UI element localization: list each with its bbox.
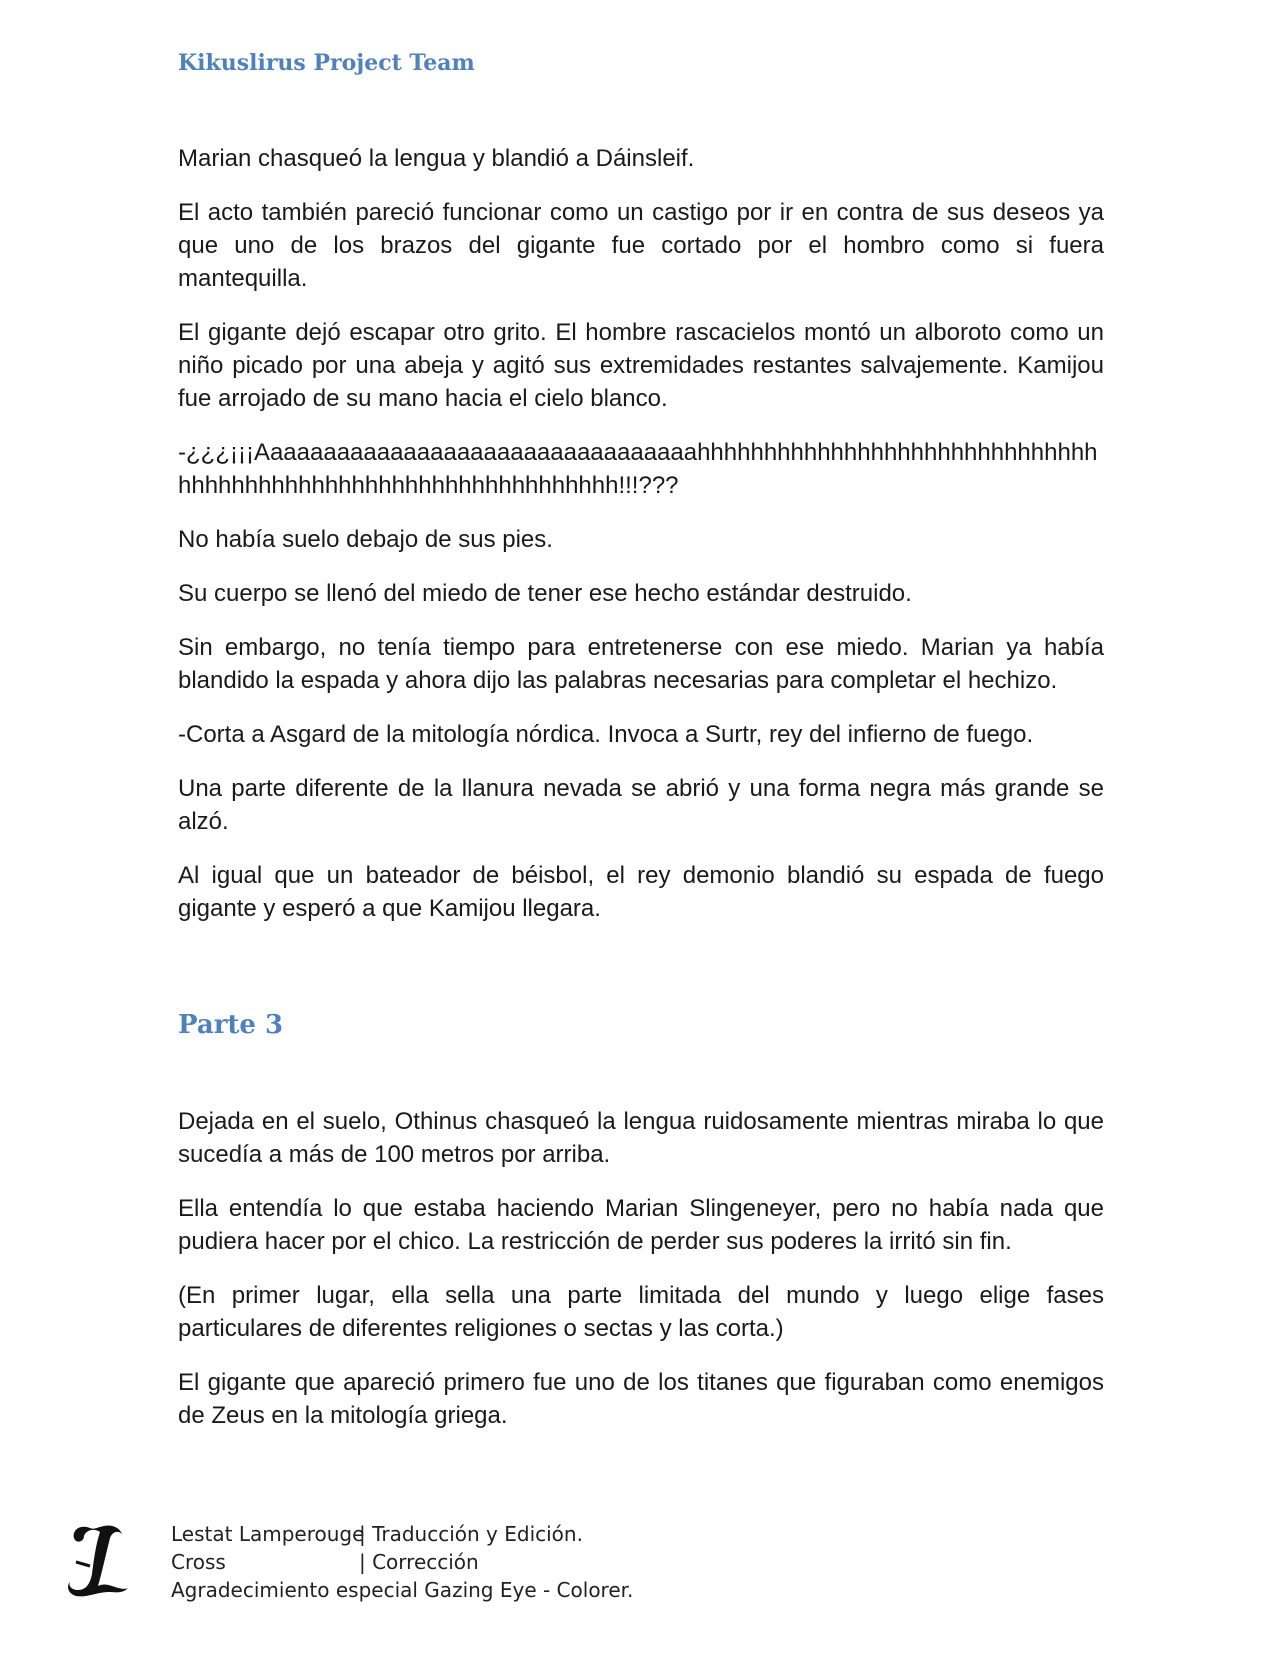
- section-1-body: [178, 142, 1104, 946]
- gothic-l-logo-icon: [64, 1522, 134, 1600]
- paragraph: Sin embargo, no tenía tiempo para entretenerse con ese miedo. Marian ya había blandido la espada y ahora dijo las palabras necesarias para completar el hechizo.: [178, 634, 1104, 694]
- paragraph: El gigante dejó escapar otro grito. El hombre rascacielos montó un alboroto como un niño picado por una abeja y agitó sus extremidades restantes salvajemente. Kamijou fue arrojado de su mano hacia el cielo blanco.: [178, 319, 1104, 412]
- paragraph: (En primer lugar, ella sella una parte limitada del mundo y luego elige fases particulares de diferentes religiones o sectas y las corta.): [178, 1282, 1104, 1342]
- paragraph: -Corta a Asgard de la mitología nórdica. Invoca a Surtr, rey del infierno de fuego.: [178, 721, 1034, 748]
- paragraph: Al igual que un bateador de béisbol, el rey demonio blandió su espada de fuego gigante y esperó a que Kamijou llegara.: [178, 862, 1104, 922]
- paragraph: Marian chasqueó la lengua y blandió a Dáinsleif.: [178, 145, 695, 172]
- paragraph-scream: -¿¿¿¡¡¡Aaaaaaaaaaaaaaaaaaaaaaaaaaaaaaaaahhhhhhhhhhhhhhhhhhhhhhhhhhhhhhhhhhhhhhhhhhhhhhhhhhhhhhhhhhhhhhh!!!???: [178, 439, 1098, 499]
- credit-role: | Corrección: [359, 1550, 479, 1574]
- running-header: Kikuslirus Project Team: [178, 50, 475, 76]
- paragraph: Ella entendía lo que estaba haciendo Marian Slingeneyer, pero no había nada que pudiera hacer por el chico. La restricción de perder sus poderes la irritó sin fin.: [178, 1195, 1104, 1255]
- section-2-body: [178, 1105, 1104, 1453]
- paragraph: El acto también pareció funcionar como un castigo por ir en contra de sus deseos ya que uno de los brazos del gigante fue cortado por el hombro como si fuera mantequilla.: [178, 199, 1104, 292]
- paragraph: Dejada en el suelo, Othinus chasqueó la lengua ruidosamente mientras miraba lo que sucedía a más de 100 metros por arriba.: [178, 1108, 1104, 1168]
- credit-name: Cross: [171, 1550, 226, 1574]
- credit-row: [171, 1548, 633, 1576]
- paragraph: No había suelo debajo de sus pies.: [178, 526, 553, 553]
- footer-credits: [171, 1520, 633, 1604]
- paragraph: Su cuerpo se llenó del miedo de tener ese hecho estándar destruido.: [178, 580, 912, 607]
- section-heading: Parte 3: [178, 1010, 284, 1040]
- credit-name: Lestat Lamperouge: [171, 1522, 365, 1546]
- credit-role: | Traducción y Edición.: [359, 1522, 583, 1546]
- special-thanks: Agradecimiento especial Gazing Eye - Colorer.: [171, 1578, 634, 1602]
- credit-row: [171, 1520, 633, 1548]
- paragraph: El gigante que apareció primero fue uno de los titanes que figuraban como enemigos de Zeus en la mitología griega.: [178, 1369, 1104, 1429]
- paragraph: Una parte diferente de la llanura nevada se abrió y una forma negra más grande se alzó.: [178, 775, 1104, 835]
